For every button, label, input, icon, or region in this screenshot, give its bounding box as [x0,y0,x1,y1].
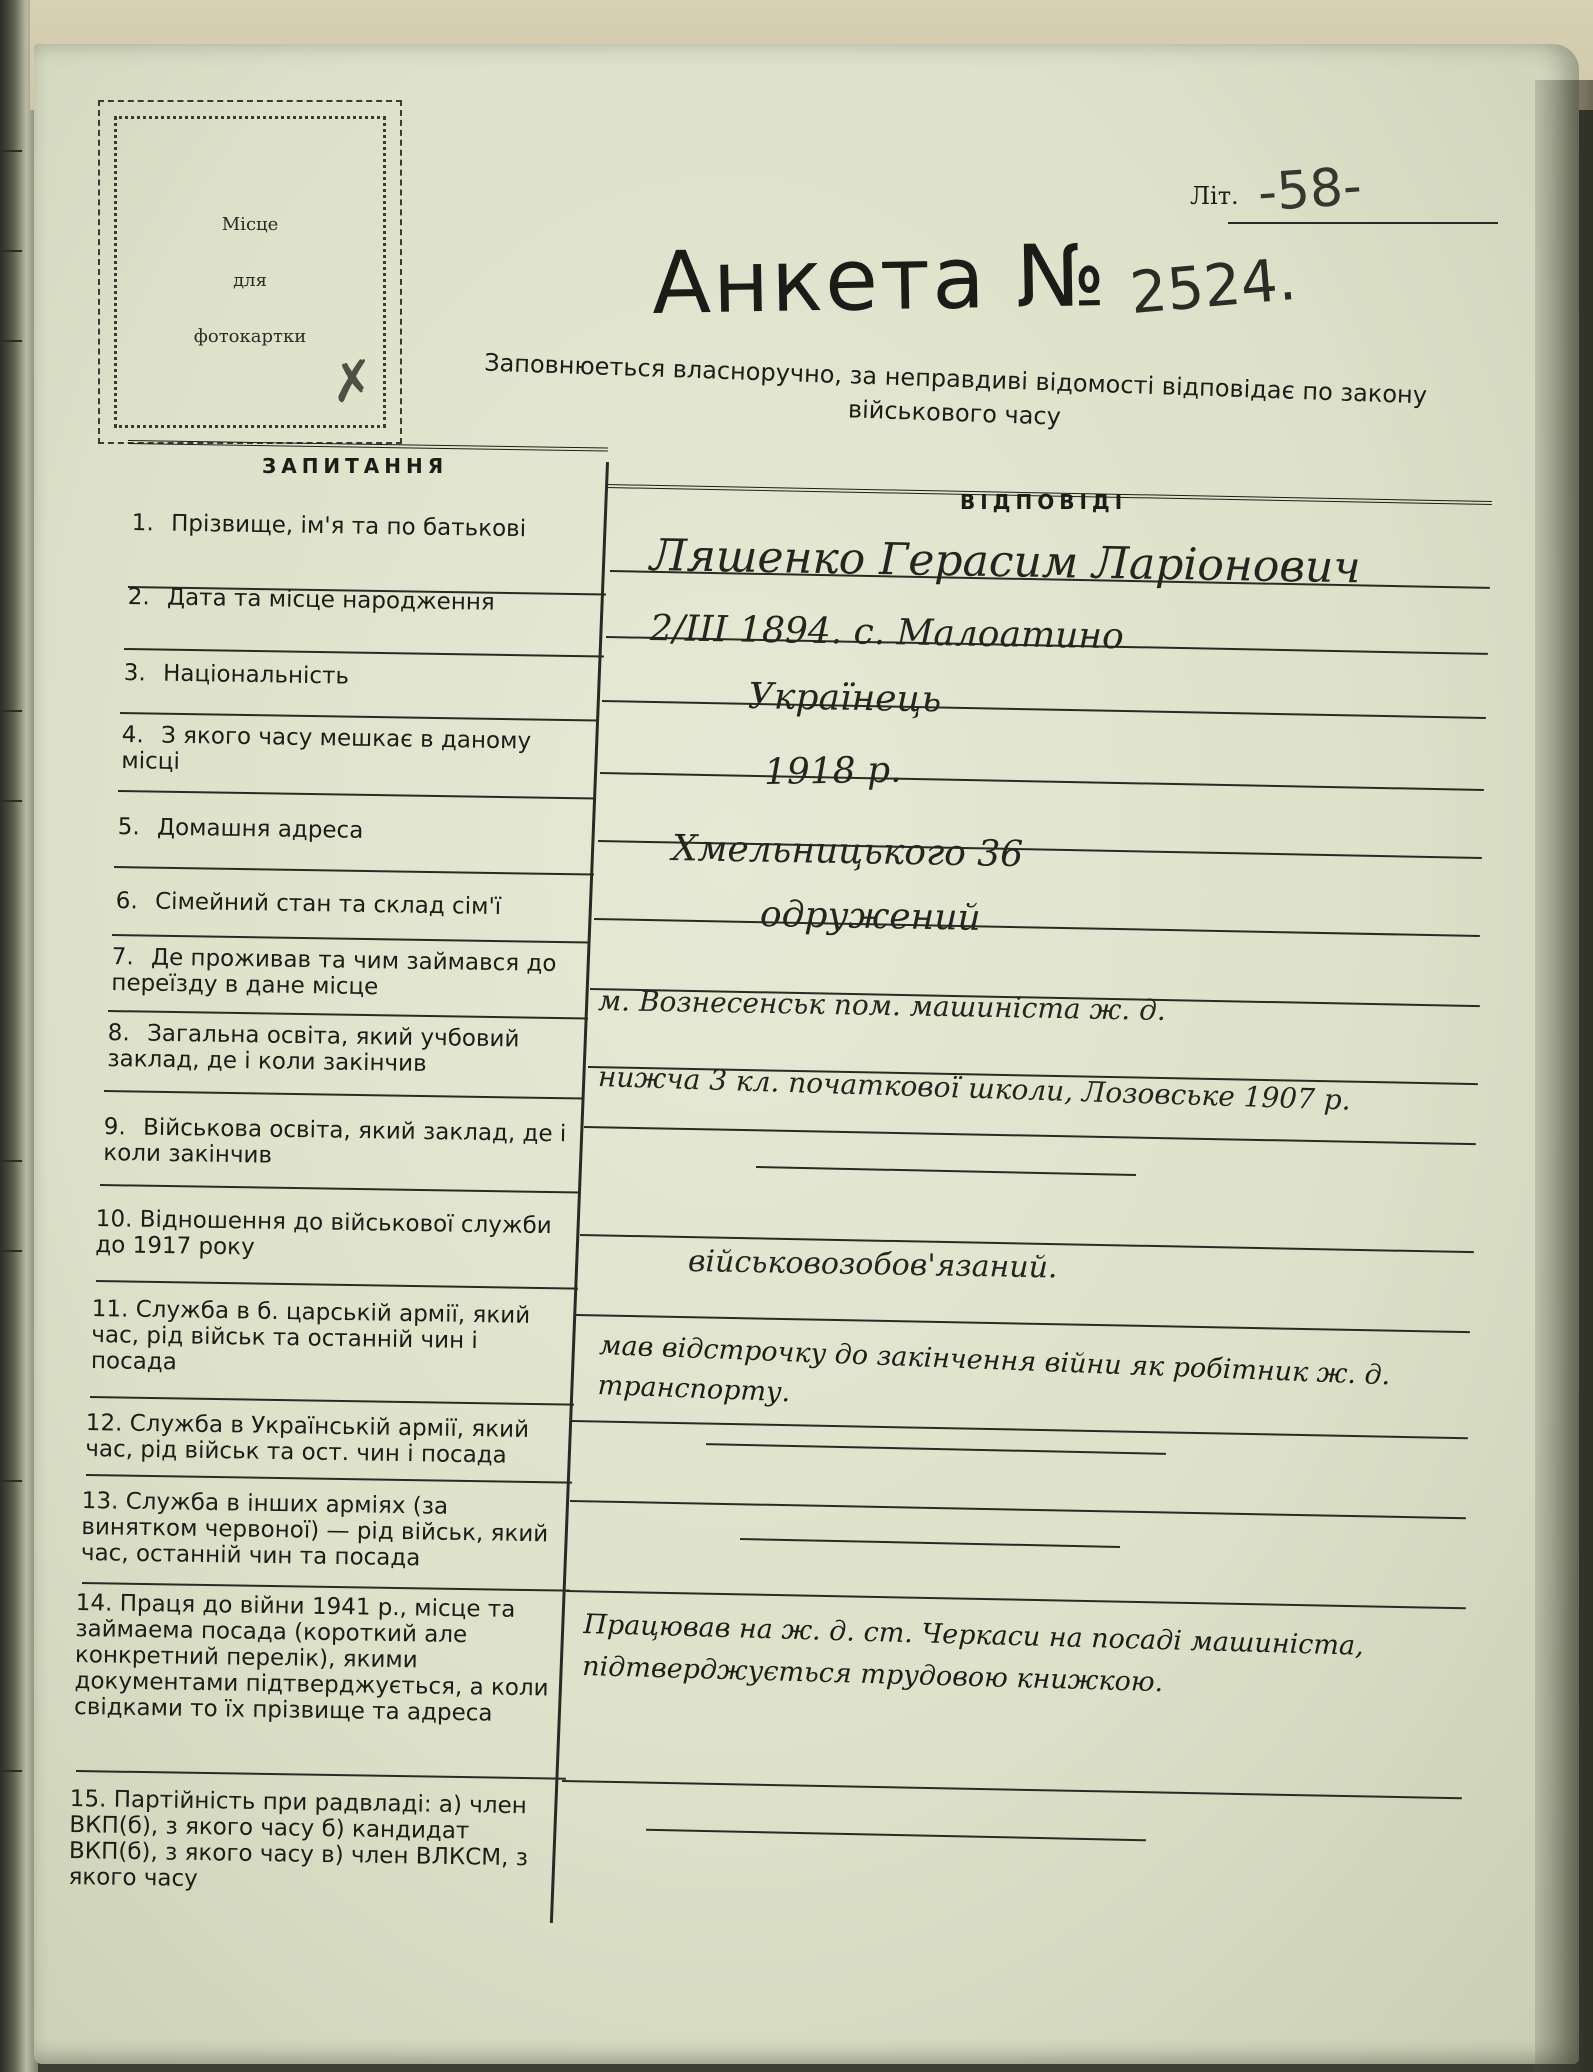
form-subtitle: Заповнюеться власноручно, за неправдиві відомості відповідає по закону військового часу [483,348,1428,431]
question-14: 14. Праця до війни 1941 р., місце та займаема посада (короткий але конкретний перелік), якими документами підтверджується, а коли свідками то їх прізвище та адреса [73,1590,549,1727]
answer-14: Працював на ж. д. ст. Черкаси на посаді машиніста, підтверджується трудовою книжкою. [581,1608,1365,1699]
form-title: Анкета № [651,226,1109,334]
book-binding-edge [0,0,38,2072]
photo-label-line-1: Місце [221,214,279,235]
answer-6: одружений [759,894,982,939]
photo-label-line-2: для [233,270,267,291]
question-13: 13. Служба в інших арміях (за винятком червоної) — рід військ, який час, останній чин та посада [80,1488,549,1572]
question-7: 7. Де проживав та чим займався до переїзду в дане місце [111,944,557,1001]
question-3: 3. Національність [123,660,350,690]
answer-8: нижча 3 кл. початкової школи, Лозовське 1907 р. [597,1060,1352,1117]
question-11: 11. Служба в б. царській армії, який час, рід військ та останній чин і посада [90,1296,531,1376]
sheet-number: -58- [1256,156,1364,224]
question-2: 2. Дата та місце народження [127,584,495,616]
question-15: 15. Партійність при радвладі: а) член ВКП(б), з якого часу б) кандидат ВКП(б), з якого часу в) член ВЛКСМ, з якого часу [68,1786,529,1893]
questions-column-header: ЗАПИТАННЯ [262,454,449,478]
answer-7: м. Вознесенськ пом. машиніста ж. д. [597,984,1167,1027]
question-6: 6. Сімейний стан та склад сім'ї [115,888,502,921]
answer-3: Українець [747,676,942,721]
answer-2: 2/III 1894. с. Малоатино [649,608,1125,658]
question-1: 1. Прізвище, ім'я та по батькові [131,510,527,543]
answer-4: 1918 р. [763,749,902,793]
question-9: 9. Військова освіта, який заклад, де і коли закінчив [103,1114,567,1169]
question-4: 4. З якого часу мешкає в даному місці [121,722,532,775]
form-number: 2524. [1127,244,1299,328]
pencil-mark-icon: ✗ [325,347,380,416]
question-5: 5. Домашня адреса [117,814,364,844]
question-10: 10. Відношення до військової служби до 1917 року [95,1206,552,1261]
answer-1: Ляшенко Герасим Ларіонович [649,530,1362,594]
answer-11: мав відстрочку до закінчення війни як робітник ж. д. транспорту. [597,1329,1391,1409]
answers-column-header: ВІДПОВІДІ [960,490,1128,514]
answer-5: Хмельницького 36 [671,828,1024,876]
page-edge-shadow [1535,80,1593,2072]
question-8: 8. Загальна освіта, який учбовий заклад, де і коли закінчив [107,1020,520,1078]
answer-10: військовозобов'язаний. [687,1244,1058,1286]
sheet-label: Літ. [1190,182,1239,210]
photo-label-line-3: фотокартки [193,326,307,347]
question-12: 12. Служба в Українській армії, який час, рід військ та ост. чин і посада [85,1410,530,1469]
